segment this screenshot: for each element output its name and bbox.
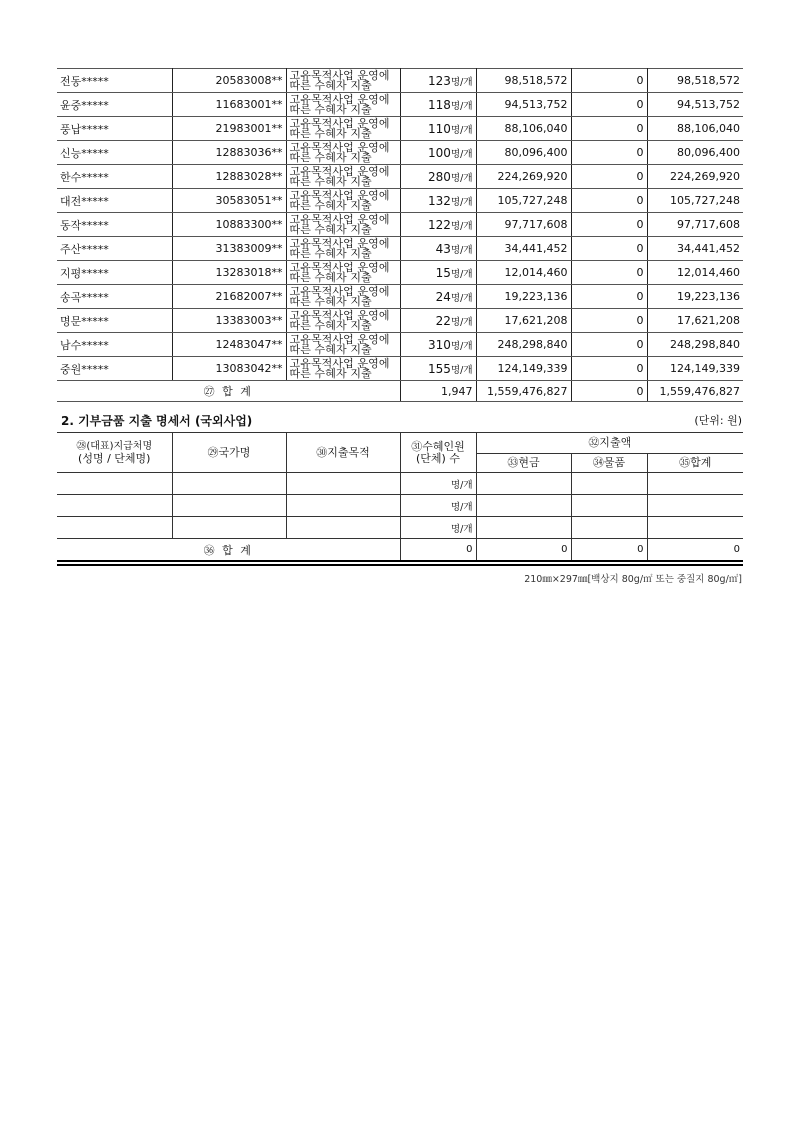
beneficiary-count <box>400 117 476 141</box>
header-cash: ㉝현금 <box>476 454 571 473</box>
sum-amount: 105,727,248 <box>647 189 743 213</box>
recipient-name: 주산***** <box>57 237 172 261</box>
registration-code: 11683001** <box>172 93 286 117</box>
empty-cell <box>286 473 400 495</box>
total2-count: 0 <box>400 539 476 562</box>
count-unit: 명/개 <box>450 196 473 208</box>
recipient-name: 풍납***** <box>57 117 172 141</box>
count-value: 118 <box>428 97 451 112</box>
count-value: 43 <box>435 241 451 256</box>
empty-cell <box>57 495 172 517</box>
header-amount: ㉜지출액 <box>476 433 743 454</box>
count-value: 155 <box>428 361 451 376</box>
purpose-cell <box>286 261 400 285</box>
count-value: 110 <box>428 121 451 136</box>
table1-total-row <box>57 381 743 402</box>
beneficiary-count <box>400 285 476 309</box>
purpose-line2: 따른 수혜자 지출 <box>289 318 372 332</box>
count-unit: 명/개 <box>450 244 473 256</box>
purpose-line2: 따른 수혜자 지출 <box>289 222 372 236</box>
recipient-name: 한수***** <box>57 165 172 189</box>
header-goods: ㉞물품 <box>571 454 647 473</box>
purpose-cell <box>286 237 400 261</box>
goods-amount: 0 <box>571 213 647 237</box>
empty-cell <box>571 495 647 517</box>
header-sum: ㉟합계 <box>647 454 743 473</box>
goods-amount: 0 <box>571 309 647 333</box>
sum-amount: 19,223,136 <box>647 285 743 309</box>
count-unit: 명/개 <box>450 292 473 304</box>
unit-label: (단위: 원) <box>694 414 742 427</box>
table-row <box>57 473 743 495</box>
cash-amount: 34,441,452 <box>476 237 571 261</box>
cash-amount: 124,149,339 <box>476 357 571 381</box>
recipient-name: 송곡***** <box>57 285 172 309</box>
registration-code: 12883036** <box>172 141 286 165</box>
beneficiary-count <box>400 69 476 93</box>
table-row <box>57 333 743 357</box>
sum-amount: 88,106,040 <box>647 117 743 141</box>
sum-amount: 94,513,752 <box>647 93 743 117</box>
cash-amount: 17,621,208 <box>476 309 571 333</box>
bottom-rule <box>57 564 743 566</box>
header-beneficiaries-line2: (단체) 수 <box>416 451 460 465</box>
purpose-line1: 고유목적사업 운영에 <box>289 212 390 226</box>
beneficiary-count <box>400 93 476 117</box>
paper-spec-footnote: 210㎜×297㎜[백상지 80g/㎡ 또는 중질지 80g/㎡] <box>524 574 742 585</box>
count-value: 123 <box>428 73 451 88</box>
table-row <box>57 237 743 261</box>
empty-cell <box>647 517 743 539</box>
beneficiary-count <box>400 309 476 333</box>
empty-cell <box>172 495 286 517</box>
goods-amount: 0 <box>571 165 647 189</box>
beneficiary-count <box>400 141 476 165</box>
goods-amount: 0 <box>571 261 647 285</box>
goods-amount: 0 <box>571 117 647 141</box>
purpose-line1: 고유목적사업 운영에 <box>289 188 390 202</box>
total2-goods: 0 <box>571 539 647 562</box>
purpose-line2: 따른 수혜자 지출 <box>289 126 372 140</box>
beneficiary-count <box>400 357 476 381</box>
header-recipient-line2: (성명 / 단체명) <box>78 451 151 465</box>
cash-amount: 80,096,400 <box>476 141 571 165</box>
recipient-name: 동작***** <box>57 213 172 237</box>
cash-amount: 94,513,752 <box>476 93 571 117</box>
purpose-line2: 따른 수혜자 지출 <box>289 270 372 284</box>
count-unit: 명/개 <box>450 316 473 328</box>
total2-cash: 0 <box>476 539 571 562</box>
purpose-cell <box>286 213 400 237</box>
registration-code: 13083042** <box>172 357 286 381</box>
count-value: 22 <box>435 313 451 328</box>
total2-sum: 0 <box>647 539 743 562</box>
purpose-line1: 고유목적사업 운영에 <box>289 236 390 250</box>
empty-cell <box>571 517 647 539</box>
header-beneficiaries-line1: ㉛수혜인원 <box>411 439 465 453</box>
header-country: ㉙국가명 <box>172 433 286 473</box>
table-row <box>57 517 743 539</box>
purpose-line1: 고유목적사업 운영에 <box>289 332 390 346</box>
table-row <box>57 285 743 309</box>
purpose-line1: 고유목적사업 운영에 <box>289 140 390 154</box>
beneficiary-count <box>400 237 476 261</box>
count-value: 24 <box>435 289 451 304</box>
beneficiary-count <box>400 213 476 237</box>
table2-total-row <box>57 539 743 562</box>
empty-cell <box>647 473 743 495</box>
purpose-cell <box>286 69 400 93</box>
table-row <box>57 93 743 117</box>
empty-cell <box>286 517 400 539</box>
purpose-cell <box>286 141 400 165</box>
goods-amount: 0 <box>571 357 647 381</box>
count-value: 310 <box>428 337 451 352</box>
table-row <box>57 69 743 93</box>
registration-code: 10883300** <box>172 213 286 237</box>
count-value: 280 <box>428 169 451 184</box>
purpose-line1: 고유목적사업 운영에 <box>289 92 390 106</box>
total-count: 1,947 <box>400 381 476 402</box>
purpose-line2: 따른 수혜자 지출 <box>289 78 372 92</box>
purpose-line2: 따른 수혜자 지출 <box>289 150 372 164</box>
empty-cell <box>647 495 743 517</box>
empty-cell <box>57 517 172 539</box>
sum-amount: 12,014,460 <box>647 261 743 285</box>
sum-amount: 17,621,208 <box>647 309 743 333</box>
purpose-cell <box>286 357 400 381</box>
purpose-line1: 고유목적사업 운영에 <box>289 284 390 298</box>
goods-amount: 0 <box>571 237 647 261</box>
sum-amount: 80,096,400 <box>647 141 743 165</box>
recipient-name: 중원***** <box>57 357 172 381</box>
table-row <box>57 165 743 189</box>
registration-code: 20583008** <box>172 69 286 93</box>
purpose-cell <box>286 189 400 213</box>
header-recipient-line1: ㉘(대표)지급처명 <box>76 440 153 452</box>
beneficiary-count <box>400 165 476 189</box>
header-purpose: ㉚지출목적 <box>286 433 400 473</box>
goods-amount: 0 <box>571 93 647 117</box>
purpose-cell <box>286 309 400 333</box>
purpose-line1: 고유목적사업 운영에 <box>289 308 390 322</box>
cash-amount: 224,269,920 <box>476 165 571 189</box>
count-unit: 명/개 <box>450 220 473 232</box>
empty-cell <box>476 473 571 495</box>
registration-code: 12883028** <box>172 165 286 189</box>
count-value: 122 <box>428 217 451 232</box>
header-recipient <box>57 433 172 473</box>
purpose-line1: 고유목적사업 운영에 <box>289 356 390 370</box>
unit-cell: 명/개 <box>400 495 476 517</box>
cash-amount: 248,298,840 <box>476 333 571 357</box>
purpose-line2: 따른 수혜자 지출 <box>289 342 372 356</box>
cash-amount: 97,717,608 <box>476 213 571 237</box>
count-unit: 명/개 <box>450 100 473 112</box>
goods-amount: 0 <box>571 333 647 357</box>
registration-code: 21983001** <box>172 117 286 141</box>
sum-amount: 124,149,339 <box>647 357 743 381</box>
count-unit: 명/개 <box>450 364 473 376</box>
cash-amount: 19,223,136 <box>476 285 571 309</box>
recipient-name: 윤중***** <box>57 93 172 117</box>
registration-code: 13383003** <box>172 309 286 333</box>
recipient-name: 전동***** <box>57 69 172 93</box>
recipient-name: 대전***** <box>57 189 172 213</box>
count-unit: 명/개 <box>450 76 473 88</box>
table-row <box>57 117 743 141</box>
count-unit: 명/개 <box>450 124 473 136</box>
total-goods: 0 <box>571 381 647 402</box>
count-value: 100 <box>428 145 451 160</box>
total-sum: 1,559,476,827 <box>647 381 743 402</box>
table-row <box>57 261 743 285</box>
count-value: 15 <box>435 265 451 280</box>
total-cash: 1,559,476,827 <box>476 381 571 402</box>
cash-amount: 12,014,460 <box>476 261 571 285</box>
purpose-cell <box>286 117 400 141</box>
goods-amount: 0 <box>571 285 647 309</box>
sum-amount: 97,717,608 <box>647 213 743 237</box>
beneficiary-count <box>400 333 476 357</box>
total2-label: ㊱ 합 계 <box>57 539 400 562</box>
purpose-cell <box>286 333 400 357</box>
purpose-cell <box>286 165 400 189</box>
donation-recipient-table <box>57 68 743 402</box>
count-unit: 명/개 <box>450 172 473 184</box>
registration-code: 31383009** <box>172 237 286 261</box>
sum-amount: 34,441,452 <box>647 237 743 261</box>
beneficiary-count <box>400 189 476 213</box>
total-label: ㉗ 합 계 <box>57 381 400 402</box>
recipient-name: 지평***** <box>57 261 172 285</box>
table-row <box>57 495 743 517</box>
sum-amount: 98,518,572 <box>647 69 743 93</box>
count-unit: 명/개 <box>450 340 473 352</box>
purpose-line1: 고유목적사업 운영에 <box>289 116 390 130</box>
count-value: 132 <box>428 193 451 208</box>
cash-amount: 88,106,040 <box>476 117 571 141</box>
registration-code: 12483047** <box>172 333 286 357</box>
empty-cell <box>172 517 286 539</box>
goods-amount: 0 <box>571 189 647 213</box>
empty-cell <box>286 495 400 517</box>
table-row <box>57 141 743 165</box>
unit-cell: 명/개 <box>400 517 476 539</box>
empty-cell <box>476 517 571 539</box>
cash-amount: 105,727,248 <box>476 189 571 213</box>
purpose-line2: 따른 수혜자 지출 <box>289 198 372 212</box>
count-unit: 명/개 <box>450 268 473 280</box>
table-row <box>57 357 743 381</box>
registration-code: 13283018** <box>172 261 286 285</box>
count-unit: 명/개 <box>450 148 473 160</box>
empty-cell <box>476 495 571 517</box>
empty-cell <box>172 473 286 495</box>
header-beneficiaries <box>400 433 476 473</box>
recipient-name: 남수***** <box>57 333 172 357</box>
section2-title: 2. 기부금품 지출 명세서 (국외사업) <box>61 414 253 428</box>
purpose-line1: 고유목적사업 운영에 <box>289 164 390 178</box>
purpose-cell <box>286 285 400 309</box>
recipient-name: 신능***** <box>57 141 172 165</box>
cash-amount: 98,518,572 <box>476 69 571 93</box>
purpose-line2: 따른 수혜자 지출 <box>289 366 372 380</box>
purpose-line2: 따른 수혜자 지출 <box>289 174 372 188</box>
purpose-line2: 따른 수혜자 지출 <box>289 246 372 260</box>
registration-code: 30583051** <box>172 189 286 213</box>
beneficiary-count <box>400 261 476 285</box>
purpose-cell <box>286 93 400 117</box>
goods-amount: 0 <box>571 141 647 165</box>
purpose-line2: 따른 수혜자 지출 <box>289 102 372 116</box>
empty-cell <box>571 473 647 495</box>
overseas-donation-table <box>57 432 743 562</box>
registration-code: 21682007** <box>172 285 286 309</box>
sum-amount: 224,269,920 <box>647 165 743 189</box>
empty-cell <box>57 473 172 495</box>
table-row <box>57 189 743 213</box>
recipient-name: 명문***** <box>57 309 172 333</box>
table-row <box>57 309 743 333</box>
purpose-line1: 고유목적사업 운영에 <box>289 68 390 82</box>
table-row <box>57 213 743 237</box>
purpose-line1: 고유목적사업 운영에 <box>289 260 390 274</box>
sum-amount: 248,298,840 <box>647 333 743 357</box>
goods-amount: 0 <box>571 69 647 93</box>
purpose-line2: 따른 수혜자 지출 <box>289 294 372 308</box>
unit-cell: 명/개 <box>400 473 476 495</box>
